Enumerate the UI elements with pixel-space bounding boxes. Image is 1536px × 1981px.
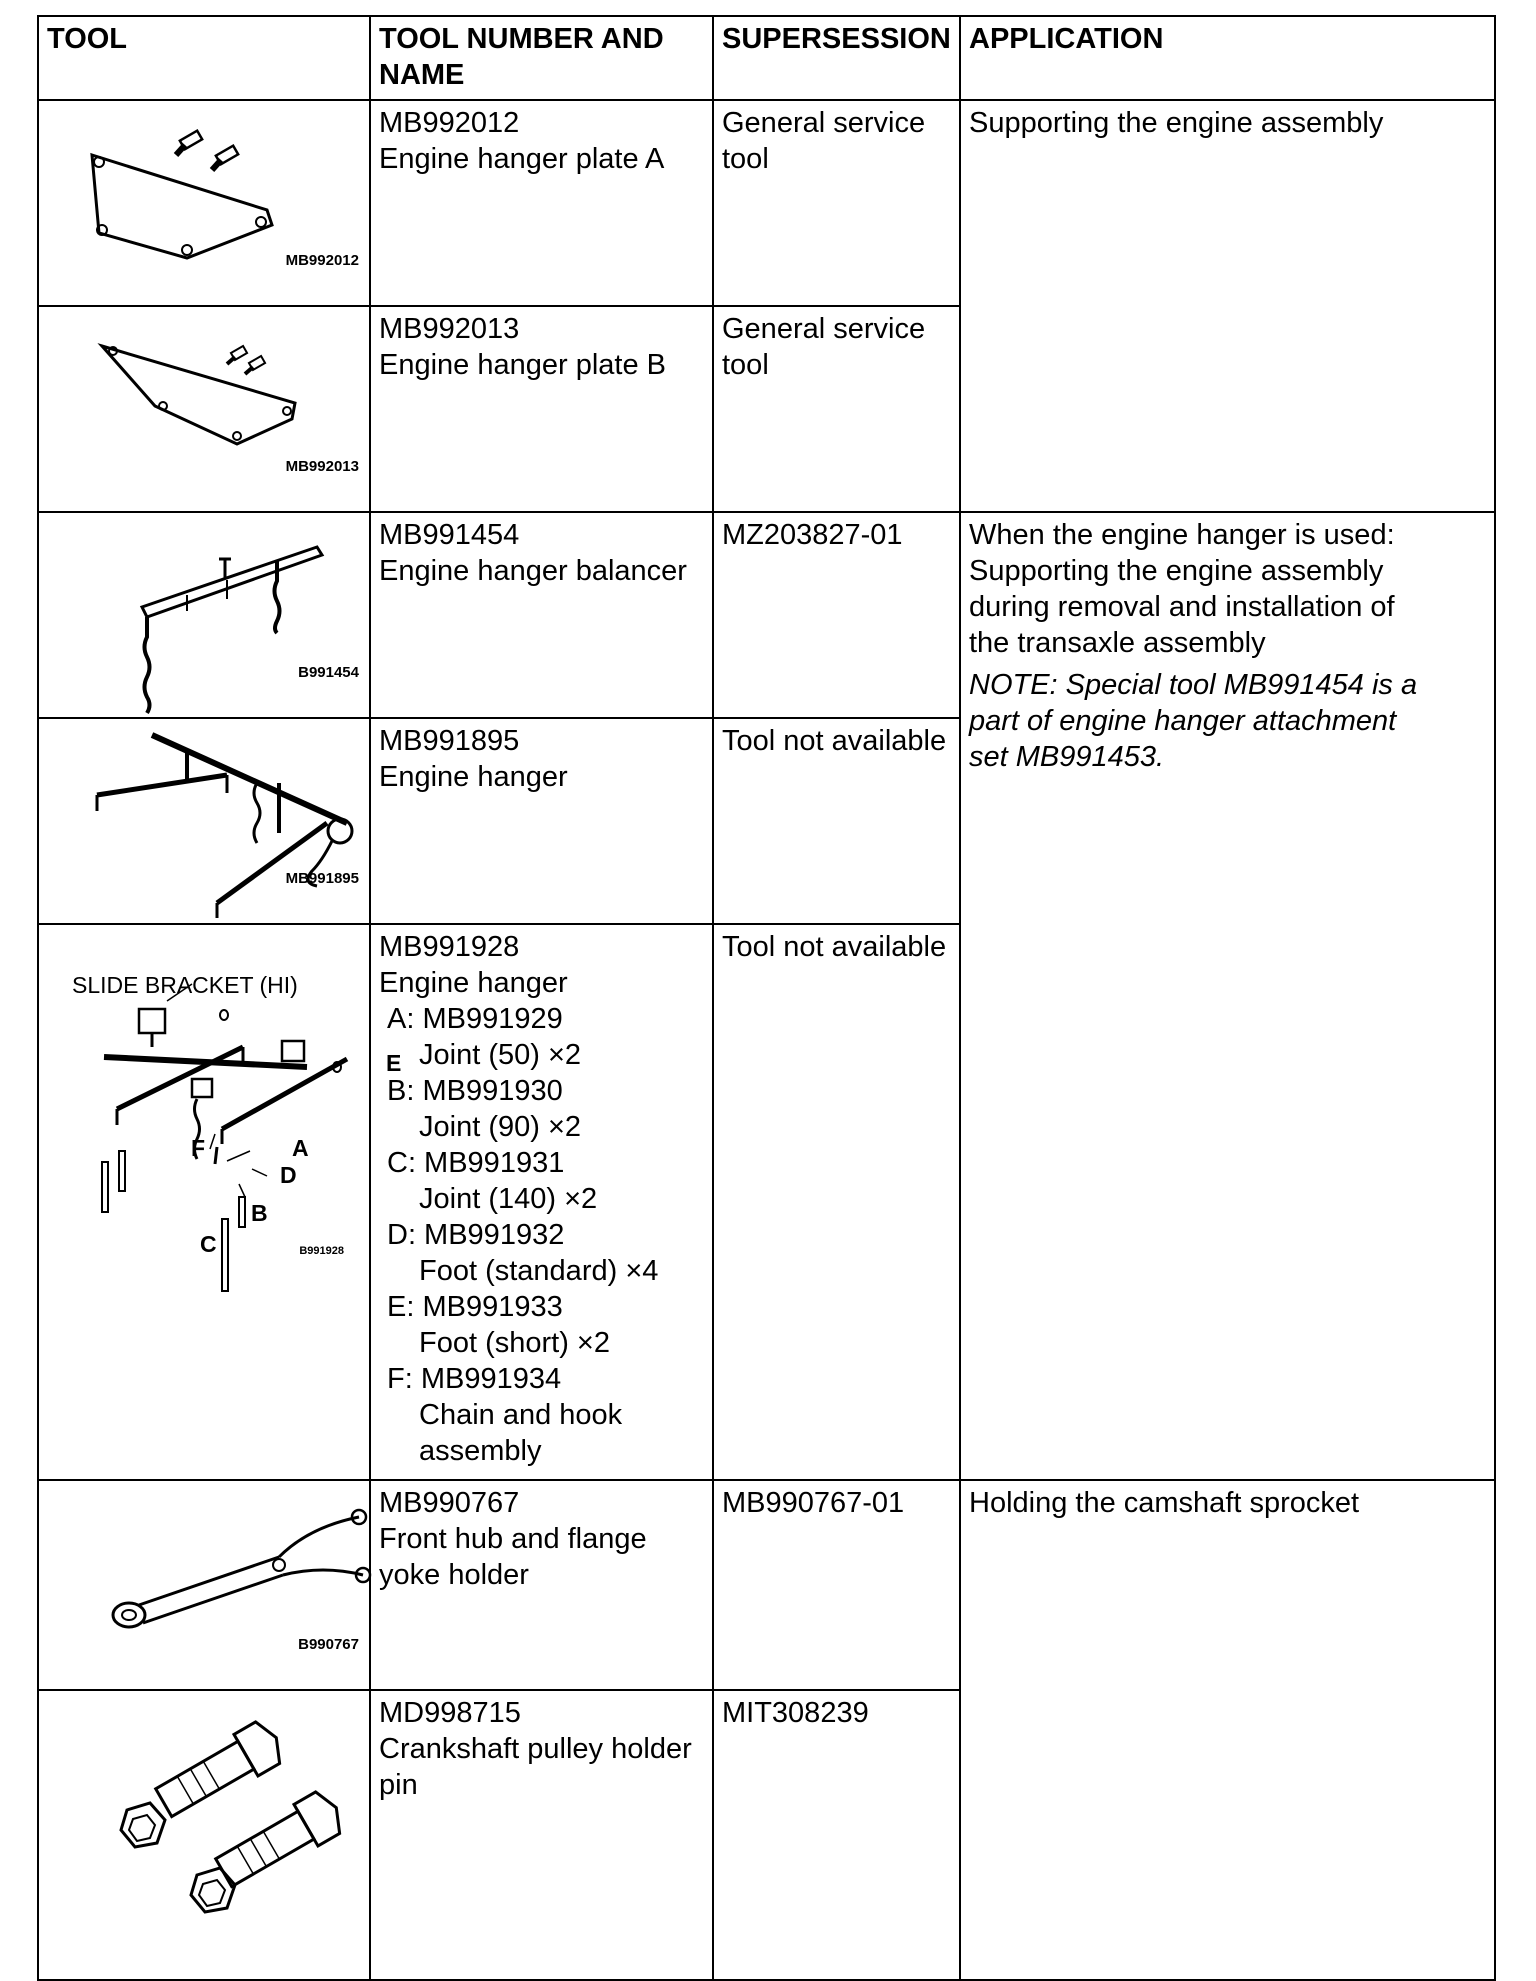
component-code: F: MB991934 [387, 1363, 562, 1395]
tool-number-name [370, 924, 713, 1480]
component-desc: Joint (140) ×2 [419, 1183, 598, 1215]
supersession-cell [713, 100, 960, 306]
component-code: C: MB991931 [387, 1147, 565, 1179]
tool-number: MB992012 [379, 107, 520, 139]
figure-label: MB991895 [285, 870, 359, 887]
application-line3: during removal and installation of [969, 591, 1395, 623]
holder-pin-illustration [47, 1695, 379, 1979]
tool-number-name [370, 1480, 713, 1690]
callout-f: F [191, 1135, 206, 1161]
application-line2: Supporting the engine assembly [969, 555, 1384, 587]
hanger-plate-a-illustration [47, 105, 379, 305]
component-code: D: MB991932 [387, 1219, 565, 1251]
supersession-value: Tool not available [722, 725, 947, 757]
header-number-name-line2: NAME [379, 59, 465, 91]
engine-hanger-set-illustration [47, 929, 402, 1479]
figure-label: MB992013 [285, 458, 359, 475]
special-tools-table [37, 15, 1496, 1981]
tool-number: MB991895 [379, 725, 520, 757]
header-supersession: SUPERSESSION [713, 16, 960, 100]
note-line3: set MB991453. [969, 741, 1165, 773]
tool-figure-cell [38, 718, 370, 924]
tool-name-line1: Crankshaft pulley holder [379, 1733, 692, 1765]
tool-figure-cell [38, 924, 402, 1480]
slide-bracket-label: SLIDE BRACKET (HI) [72, 972, 298, 998]
yoke-holder-illustration [47, 1485, 379, 1689]
component-desc: Foot (short) ×2 [419, 1327, 610, 1359]
figure-label: B991454 [298, 664, 359, 681]
tool-figure-cell [38, 306, 370, 512]
tool-number: MB991454 [379, 519, 520, 551]
supersession-cell [713, 1690, 960, 1980]
tool-number: MB992013 [379, 313, 520, 345]
callout-e: E [386, 1050, 402, 1076]
hanger-plate-b-illustration [47, 311, 379, 511]
supersession-cell [713, 306, 960, 512]
header-application: APPLICATION [960, 16, 1495, 100]
supersession-line2: tool [722, 143, 769, 175]
figure-label: B991928 [299, 1245, 344, 1257]
application-cell [960, 100, 1495, 512]
application-cell [960, 1480, 1495, 1980]
table-row [38, 1480, 1495, 1690]
tool-name: Engine hanger balancer [379, 555, 687, 587]
component-desc-cont: assembly [419, 1435, 542, 1467]
application-note [969, 667, 1486, 775]
tool-name: Engine hanger plate A [379, 143, 665, 175]
tool-figure-cell [38, 512, 370, 718]
component-desc: Chain and hook [419, 1399, 623, 1431]
supersession-line1: General service [722, 107, 926, 139]
tool-number-name [370, 100, 713, 306]
tool-name: Engine hanger [379, 967, 568, 999]
supersession-value: MZ203827-01 [722, 519, 903, 551]
supersession-cell [713, 512, 960, 718]
tool-name: Engine hanger plate B [379, 349, 666, 381]
component-desc: Joint (50) ×2 [419, 1039, 582, 1071]
header-tool: TOOL [38, 16, 370, 100]
note-line1: NOTE: Special tool MB991454 is a [969, 669, 1418, 701]
component-code: A: MB991929 [387, 1003, 563, 1035]
figure-label: MB992012 [285, 252, 359, 269]
callout-c: C [200, 1231, 217, 1257]
component-desc: Joint (90) ×2 [419, 1111, 582, 1143]
tool-number-name [370, 512, 713, 718]
tool-figure-cell [38, 1480, 370, 1690]
component-code: E: MB991933 [387, 1291, 563, 1323]
hanger-balancer-illustration [47, 517, 379, 717]
application-text: Holding the camshaft sprocket [969, 1487, 1360, 1519]
tool-number-name [370, 1690, 713, 1980]
supersession-cell [713, 718, 960, 924]
tool-name-line2: yoke holder [379, 1559, 529, 1591]
component-code: B: MB991930 [387, 1075, 563, 1107]
header-row [38, 16, 1495, 100]
tool-number: MD998715 [379, 1697, 521, 1729]
tool-name-line1: Front hub and flange [379, 1523, 647, 1555]
supersession-value: Tool not available [722, 931, 947, 963]
tool-name: Engine hanger [379, 761, 568, 793]
callout-a: A [292, 1135, 309, 1161]
application-text: Supporting the engine assembly [969, 107, 1384, 139]
header-number-name-line1: TOOL NUMBER AND [379, 23, 664, 55]
tool-name-line2: pin [379, 1769, 418, 1801]
supersession-line2: tool [722, 349, 769, 381]
figure-label: B990767 [298, 1636, 359, 1653]
tool-number: MB990767 [379, 1487, 520, 1519]
supersession-cell [713, 1480, 960, 1690]
callout-b: B [251, 1200, 268, 1226]
supersession-cell [713, 924, 960, 1480]
callout-d: D [280, 1162, 297, 1188]
header-number-name [370, 16, 713, 100]
supersession-line1: General service [722, 313, 926, 345]
tool-number-name [370, 306, 713, 512]
note-line2: part of engine hanger attachment [969, 705, 1397, 737]
application-line1: When the engine hanger is used: [969, 519, 1395, 551]
tool-figure-cell [38, 1690, 370, 1980]
supersession-value: MIT308239 [722, 1697, 869, 1729]
application-cell [960, 512, 1495, 1480]
tool-number: MB991928 [379, 931, 520, 963]
tool-number-name [370, 718, 713, 924]
engine-hanger-illustration [47, 723, 379, 923]
tool-figure-cell [38, 100, 370, 306]
application-line4: the transaxle assembly [969, 627, 1266, 659]
component-desc: Foot (standard) ×4 [419, 1255, 659, 1287]
table-row [38, 100, 1495, 306]
table-row [38, 512, 1495, 718]
supersession-value: MB990767-01 [722, 1487, 905, 1519]
